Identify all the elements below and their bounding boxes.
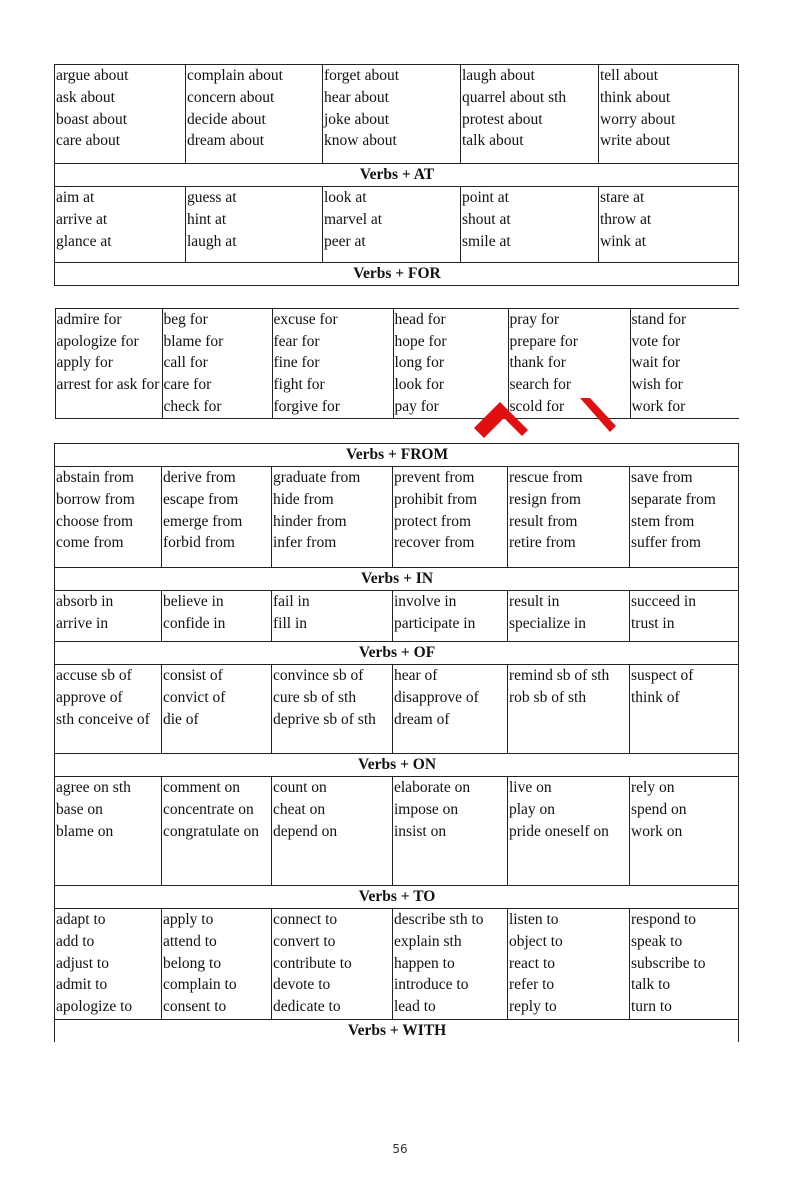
of-col-1: accuse sb of approve of sth conceive of (55, 665, 162, 754)
from-col-3: graduate from hide from hinder from infer from (272, 467, 393, 568)
in-col-1: absorb in arrive in (55, 591, 162, 642)
red-mark-graphic (470, 398, 620, 446)
section-title-at: Verbs + AT (55, 164, 739, 187)
in-col-3: fail in fill in (272, 591, 393, 642)
for-row (55, 308, 739, 418)
for-col-3: excuse for fear for fine for fight for forgive for (272, 308, 393, 418)
to-col-5: listen to object to react to refer to reply to (508, 909, 630, 1020)
on-col-3: count on cheat on depend on (272, 777, 393, 886)
to-col-1: adapt to add to adjust to admit to apologize to (55, 909, 162, 1020)
from-col-1: abstain from borrow from choose from come from (55, 467, 162, 568)
for-col-6: stand for vote for wait for wish for work for (630, 308, 739, 418)
on-col-4: elaborate on impose on insist on (393, 777, 508, 886)
for-col-2: beg for blame for call for care for check for (162, 308, 272, 418)
for-col-1: admire for apologize for apply for arrest for ask for (55, 308, 162, 418)
of-col-6: suspect of think of (630, 665, 739, 754)
about-col-1: argue about ask about boast about care about (55, 65, 186, 164)
to-col-6: respond to speak to subscribe to talk to turn to (630, 909, 739, 1020)
verbs-table-bottom (54, 443, 739, 1042)
to-row (55, 909, 739, 1020)
of-col-5: remind sb of sth rob sb of sth (508, 665, 630, 754)
from-col-5: rescue from resign from result from retire from (508, 467, 630, 568)
at-col-5: stare at throw at wink at (599, 187, 739, 263)
section-title-from: Verbs + FROM (55, 444, 739, 467)
about-row (55, 65, 739, 164)
for-table (55, 308, 739, 419)
in-col-6: succeed in trust in (630, 591, 739, 642)
from-col-6: save from separate from stem from suffer from (630, 467, 739, 568)
about-col-2: complain about concern about decide about dream about (186, 65, 323, 164)
page-number: 56 (392, 1142, 408, 1156)
red-mark-right-stroke (580, 398, 616, 432)
to-col-2: apply to attend to belong to complain to consent to (162, 909, 272, 1020)
about-col-3: forget about hear about joke about know about (323, 65, 461, 164)
on-row (55, 777, 739, 886)
to-col-3: connect to convert to contribute to devote to dedicate to (272, 909, 393, 1020)
about-col-4: laugh about quarrel about sth protest about talk about (461, 65, 599, 164)
for-col-4: head for hope for long for look for pay for (393, 308, 508, 418)
of-col-3: convince sb of cure sb of sth deprive sb of sth (272, 665, 393, 754)
section-title-to: Verbs + TO (55, 886, 739, 909)
at-col-3: look at marvel at peer at (323, 187, 461, 263)
red-mark-left-stroke (474, 402, 528, 438)
in-row (55, 591, 739, 642)
at-col-2: guess at hint at laugh at (186, 187, 323, 263)
section-title-on: Verbs + ON (55, 754, 739, 777)
from-col-4: prevent from prohibit from protect from recover from (393, 467, 508, 568)
on-col-2: comment on concentrate on congratulate on (162, 777, 272, 886)
in-col-4: involve in participate in (393, 591, 508, 642)
in-col-2: believe in confide in (162, 591, 272, 642)
of-col-4: hear of disapprove of dream of (393, 665, 508, 754)
from-row (55, 467, 739, 568)
on-col-1: agree on sth base on blame on (55, 777, 162, 886)
at-col-1: aim at arrive at glance at (55, 187, 186, 263)
section-title-for: Verbs + FOR (55, 263, 739, 286)
verbs-table-top (54, 64, 739, 441)
on-col-5: live on play on pride oneself on (508, 777, 630, 886)
section-title-in: Verbs + IN (55, 568, 739, 591)
for-col-5: pray for prepare for thank for search for scold for (508, 308, 630, 418)
to-col-4: describe sth to explain sth happen to introduce to lead to (393, 909, 508, 1020)
in-col-5: result in specialize in (508, 591, 630, 642)
from-col-2: derive from escape from emerge from forbid from (162, 467, 272, 568)
section-title-with: Verbs + WITH (55, 1020, 739, 1043)
at-col-4: point at shout at smile at (461, 187, 599, 263)
about-col-5: tell about think about worry about write about (599, 65, 739, 164)
on-col-6: rely on spend on work on (630, 777, 739, 886)
at-row (55, 187, 739, 263)
of-col-2: consist of convict of die of (162, 665, 272, 754)
section-title-of: Verbs + OF (55, 642, 739, 665)
of-row (55, 665, 739, 754)
